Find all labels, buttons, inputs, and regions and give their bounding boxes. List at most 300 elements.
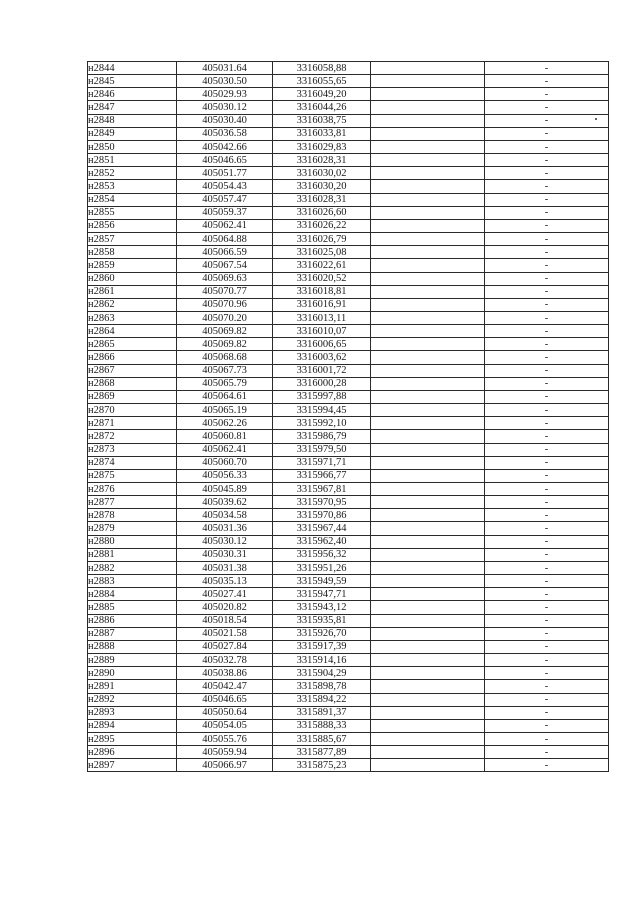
x-coordinate-cell: 405055.76 bbox=[177, 732, 273, 745]
empty-cell bbox=[371, 732, 485, 745]
x-coordinate-cell: 405059.37 bbox=[177, 206, 273, 219]
y-coordinate-cell: 3316028,31 bbox=[273, 154, 371, 167]
table-row bbox=[88, 272, 609, 285]
mark-cell: - bbox=[485, 719, 609, 732]
y-coordinate-cell: 3315970,86 bbox=[273, 509, 371, 522]
y-coordinate-cell: 3315956,32 bbox=[273, 548, 371, 561]
x-coordinate-cell: 405066.97 bbox=[177, 759, 273, 772]
table-row bbox=[88, 561, 609, 574]
x-coordinate-cell: 405067.54 bbox=[177, 259, 273, 272]
mark-cell: - bbox=[485, 509, 609, 522]
x-coordinate-cell: 405057.47 bbox=[177, 193, 273, 206]
x-coordinate-cell: 405070.77 bbox=[177, 285, 273, 298]
point-id-cell: н2884 bbox=[88, 588, 177, 601]
point-id-cell: н2855 bbox=[88, 206, 177, 219]
mark-cell: - bbox=[485, 732, 609, 745]
empty-cell bbox=[371, 483, 485, 496]
point-id-cell: н2859 bbox=[88, 259, 177, 272]
mark-cell: - bbox=[485, 272, 609, 285]
table-row bbox=[88, 496, 609, 509]
table-row bbox=[88, 193, 609, 206]
empty-cell bbox=[371, 667, 485, 680]
empty-cell bbox=[371, 285, 485, 298]
y-coordinate-cell: 3316038,75 bbox=[273, 114, 371, 127]
point-id-cell: н2857 bbox=[88, 233, 177, 246]
table-row bbox=[88, 732, 609, 745]
x-coordinate-cell: 405069.82 bbox=[177, 325, 273, 338]
table-row bbox=[88, 588, 609, 601]
empty-cell bbox=[371, 627, 485, 640]
x-coordinate-cell: 405070.20 bbox=[177, 311, 273, 324]
table-row bbox=[88, 88, 609, 101]
table-row bbox=[88, 548, 609, 561]
table-row bbox=[88, 364, 609, 377]
mark-cell: - bbox=[485, 456, 609, 469]
empty-cell bbox=[371, 298, 485, 311]
y-coordinate-cell: 3315904,29 bbox=[273, 667, 371, 680]
y-coordinate-cell: 3316049,20 bbox=[273, 88, 371, 101]
table-row bbox=[88, 338, 609, 351]
mark-cell: - bbox=[485, 496, 609, 509]
point-id-cell: н2895 bbox=[88, 732, 177, 745]
point-id-cell: н2851 bbox=[88, 154, 177, 167]
mark-cell: - bbox=[485, 693, 609, 706]
x-coordinate-cell: 405062.41 bbox=[177, 219, 273, 232]
point-id-cell: н2888 bbox=[88, 640, 177, 653]
table-row bbox=[88, 601, 609, 614]
empty-cell bbox=[371, 272, 485, 285]
y-coordinate-cell: 3316006,65 bbox=[273, 338, 371, 351]
mark-cell: - bbox=[485, 338, 609, 351]
mark-cell: - bbox=[485, 285, 609, 298]
mark-cell: - bbox=[485, 154, 609, 167]
mark-cell: - bbox=[485, 680, 609, 693]
mark-cell: - bbox=[485, 246, 609, 259]
table-row bbox=[88, 167, 609, 180]
empty-cell bbox=[371, 364, 485, 377]
x-coordinate-cell: 405032.78 bbox=[177, 654, 273, 667]
point-id-cell: н2897 bbox=[88, 759, 177, 772]
empty-cell bbox=[371, 535, 485, 548]
mark-cell: - bbox=[485, 75, 609, 88]
table-row bbox=[88, 483, 609, 496]
y-coordinate-cell: 3316025,08 bbox=[273, 246, 371, 259]
x-coordinate-cell: 405031.36 bbox=[177, 522, 273, 535]
coordinates-table-body bbox=[88, 62, 609, 772]
mark-cell: - bbox=[485, 706, 609, 719]
mark-cell: - bbox=[485, 298, 609, 311]
point-id-cell: н2896 bbox=[88, 746, 177, 759]
mark-cell: - bbox=[485, 588, 609, 601]
empty-cell bbox=[371, 206, 485, 219]
y-coordinate-cell: 3315986,79 bbox=[273, 430, 371, 443]
x-coordinate-cell: 405068.68 bbox=[177, 351, 273, 364]
x-coordinate-cell: 405020.82 bbox=[177, 601, 273, 614]
table-row bbox=[88, 430, 609, 443]
table-row bbox=[88, 219, 609, 232]
y-coordinate-cell: 3315885,67 bbox=[273, 732, 371, 745]
y-coordinate-cell: 3315966,77 bbox=[273, 469, 371, 482]
x-coordinate-cell: 405035.13 bbox=[177, 575, 273, 588]
y-coordinate-cell: 3315926,70 bbox=[273, 627, 371, 640]
x-coordinate-cell: 405039.62 bbox=[177, 496, 273, 509]
empty-cell bbox=[371, 219, 485, 232]
point-id-cell: н2860 bbox=[88, 272, 177, 285]
mark-cell: - bbox=[485, 601, 609, 614]
y-coordinate-cell: 3316018,81 bbox=[273, 285, 371, 298]
mark-cell: - bbox=[485, 614, 609, 627]
point-id-cell: н2848 bbox=[88, 114, 177, 127]
point-id-cell: н2844 bbox=[88, 62, 177, 75]
mark-cell: - bbox=[485, 233, 609, 246]
table-row bbox=[88, 351, 609, 364]
empty-cell bbox=[371, 311, 485, 324]
table-row bbox=[88, 377, 609, 390]
table-row bbox=[88, 298, 609, 311]
point-id-cell: н2887 bbox=[88, 627, 177, 640]
table-row bbox=[88, 509, 609, 522]
empty-cell bbox=[371, 496, 485, 509]
y-coordinate-cell: 3315914,16 bbox=[273, 654, 371, 667]
table-row bbox=[88, 417, 609, 430]
x-coordinate-cell: 405030.31 bbox=[177, 548, 273, 561]
empty-cell bbox=[371, 127, 485, 140]
empty-cell bbox=[371, 706, 485, 719]
table-row bbox=[88, 246, 609, 259]
x-coordinate-cell: 405059.94 bbox=[177, 746, 273, 759]
point-id-cell: н2886 bbox=[88, 614, 177, 627]
mark-cell: - bbox=[485, 443, 609, 456]
empty-cell bbox=[371, 601, 485, 614]
point-id-cell: н2892 bbox=[88, 693, 177, 706]
empty-cell bbox=[371, 404, 485, 417]
y-coordinate-cell: 3316026,60 bbox=[273, 206, 371, 219]
mark-cell: - bbox=[485, 654, 609, 667]
mark-cell: - bbox=[485, 193, 609, 206]
x-coordinate-cell: 405036.58 bbox=[177, 127, 273, 140]
empty-cell bbox=[371, 246, 485, 259]
point-id-cell: н2883 bbox=[88, 575, 177, 588]
mark-cell: - bbox=[485, 548, 609, 561]
empty-cell bbox=[371, 443, 485, 456]
empty-cell bbox=[371, 114, 485, 127]
y-coordinate-cell: 3316020,52 bbox=[273, 272, 371, 285]
empty-cell bbox=[371, 101, 485, 114]
mark-cell: - bbox=[485, 311, 609, 324]
empty-cell bbox=[371, 154, 485, 167]
x-coordinate-cell: 405065.79 bbox=[177, 377, 273, 390]
mark-cell: - bbox=[485, 259, 609, 272]
point-id-cell: н2849 bbox=[88, 127, 177, 140]
empty-cell bbox=[371, 167, 485, 180]
x-coordinate-cell: 405065.19 bbox=[177, 404, 273, 417]
y-coordinate-cell: 3316003,62 bbox=[273, 351, 371, 364]
table-row bbox=[88, 180, 609, 193]
empty-cell bbox=[371, 588, 485, 601]
mark-cell: - bbox=[485, 364, 609, 377]
empty-cell bbox=[371, 654, 485, 667]
x-coordinate-cell: 405042.47 bbox=[177, 680, 273, 693]
point-id-cell: н2863 bbox=[88, 311, 177, 324]
y-coordinate-cell: 3315967,44 bbox=[273, 522, 371, 535]
y-coordinate-cell: 3316026,79 bbox=[273, 233, 371, 246]
table-row bbox=[88, 614, 609, 627]
y-coordinate-cell: 3315992,10 bbox=[273, 417, 371, 430]
x-coordinate-cell: 405064.61 bbox=[177, 390, 273, 403]
point-id-cell: н2865 bbox=[88, 338, 177, 351]
table-row bbox=[88, 114, 609, 127]
point-id-cell: н2856 bbox=[88, 219, 177, 232]
empty-cell bbox=[371, 561, 485, 574]
x-coordinate-cell: 405027.41 bbox=[177, 588, 273, 601]
y-coordinate-cell: 3315898,78 bbox=[273, 680, 371, 693]
table-row bbox=[88, 62, 609, 75]
mark-cell: - bbox=[485, 575, 609, 588]
point-id-cell: н2853 bbox=[88, 180, 177, 193]
point-id-cell: н2852 bbox=[88, 167, 177, 180]
point-id-cell: н2869 bbox=[88, 390, 177, 403]
empty-cell bbox=[371, 680, 485, 693]
x-coordinate-cell: 405046.65 bbox=[177, 693, 273, 706]
y-coordinate-cell: 3316001,72 bbox=[273, 364, 371, 377]
y-coordinate-cell: 3316016,91 bbox=[273, 298, 371, 311]
mark-cell: - bbox=[485, 101, 609, 114]
table-row bbox=[88, 575, 609, 588]
empty-cell bbox=[371, 548, 485, 561]
table-row bbox=[88, 680, 609, 693]
table-row bbox=[88, 140, 609, 153]
point-id-cell: н2876 bbox=[88, 483, 177, 496]
y-coordinate-cell: 3315935,81 bbox=[273, 614, 371, 627]
point-id-cell: н2878 bbox=[88, 509, 177, 522]
table-row bbox=[88, 259, 609, 272]
x-coordinate-cell: 405034.58 bbox=[177, 509, 273, 522]
y-coordinate-cell: 3315971,71 bbox=[273, 456, 371, 469]
x-coordinate-cell: 405056.33 bbox=[177, 469, 273, 482]
mark-cell: - bbox=[485, 667, 609, 680]
table-row bbox=[88, 75, 609, 88]
x-coordinate-cell: 405030.12 bbox=[177, 535, 273, 548]
mark-cell: - bbox=[485, 377, 609, 390]
y-coordinate-cell: 3316030,02 bbox=[273, 167, 371, 180]
x-coordinate-cell: 405054.05 bbox=[177, 719, 273, 732]
mark-cell: - bbox=[485, 88, 609, 101]
point-id-cell: н2893 bbox=[88, 706, 177, 719]
empty-cell bbox=[371, 614, 485, 627]
mark-cell: - bbox=[485, 430, 609, 443]
mark-cell: - bbox=[485, 483, 609, 496]
empty-cell bbox=[371, 259, 485, 272]
y-coordinate-cell: 3315967,81 bbox=[273, 483, 371, 496]
y-coordinate-cell: 3315891,37 bbox=[273, 706, 371, 719]
y-coordinate-cell: 3316058,88 bbox=[273, 62, 371, 75]
y-coordinate-cell: 3316000,28 bbox=[273, 377, 371, 390]
x-coordinate-cell: 405067.73 bbox=[177, 364, 273, 377]
empty-cell bbox=[371, 233, 485, 246]
point-id-cell: н2894 bbox=[88, 719, 177, 732]
table-row bbox=[88, 719, 609, 732]
y-coordinate-cell: 3315997,88 bbox=[273, 390, 371, 403]
point-id-cell: н2861 bbox=[88, 285, 177, 298]
y-coordinate-cell: 3316044,26 bbox=[273, 101, 371, 114]
y-coordinate-cell: 3315994,45 bbox=[273, 404, 371, 417]
point-id-cell: н2873 bbox=[88, 443, 177, 456]
point-id-cell: н2866 bbox=[88, 351, 177, 364]
x-coordinate-cell: 405070.96 bbox=[177, 298, 273, 311]
y-coordinate-cell: 3316029,83 bbox=[273, 140, 371, 153]
point-id-cell: н2854 bbox=[88, 193, 177, 206]
mark-cell: - bbox=[485, 140, 609, 153]
table-row bbox=[88, 233, 609, 246]
y-coordinate-cell: 3316010,07 bbox=[273, 325, 371, 338]
y-coordinate-cell: 3315949,59 bbox=[273, 575, 371, 588]
point-id-cell: н2862 bbox=[88, 298, 177, 311]
y-coordinate-cell: 3316026,22 bbox=[273, 219, 371, 232]
empty-cell bbox=[371, 456, 485, 469]
point-id-cell: н2875 bbox=[88, 469, 177, 482]
table-row bbox=[88, 325, 609, 338]
point-id-cell: н2877 bbox=[88, 496, 177, 509]
mark-cell: - bbox=[485, 167, 609, 180]
x-coordinate-cell: 405042.66 bbox=[177, 140, 273, 153]
point-id-cell: н2871 bbox=[88, 417, 177, 430]
table-row bbox=[88, 443, 609, 456]
table-row bbox=[88, 101, 609, 114]
mark-cell: - bbox=[485, 206, 609, 219]
point-id-cell: н2867 bbox=[88, 364, 177, 377]
point-id-cell: н2868 bbox=[88, 377, 177, 390]
empty-cell bbox=[371, 377, 485, 390]
y-coordinate-cell: 3315947,71 bbox=[273, 588, 371, 601]
mark-cell: - bbox=[485, 561, 609, 574]
x-coordinate-cell: 405069.63 bbox=[177, 272, 273, 285]
empty-cell bbox=[371, 338, 485, 351]
point-id-cell: н2870 bbox=[88, 404, 177, 417]
mark-cell: - bbox=[485, 180, 609, 193]
table-row bbox=[88, 654, 609, 667]
empty-cell bbox=[371, 75, 485, 88]
empty-cell bbox=[371, 575, 485, 588]
mark-cell: - bbox=[485, 390, 609, 403]
point-id-cell: н2881 bbox=[88, 548, 177, 561]
y-coordinate-cell: 3315888,33 bbox=[273, 719, 371, 732]
x-coordinate-cell: 405060.70 bbox=[177, 456, 273, 469]
x-coordinate-cell: 405050.64 bbox=[177, 706, 273, 719]
empty-cell bbox=[371, 509, 485, 522]
x-coordinate-cell: 405062.41 bbox=[177, 443, 273, 456]
x-coordinate-cell: 405060.81 bbox=[177, 430, 273, 443]
empty-cell bbox=[371, 522, 485, 535]
x-coordinate-cell: 405069.82 bbox=[177, 338, 273, 351]
table-row bbox=[88, 154, 609, 167]
x-coordinate-cell: 405018.54 bbox=[177, 614, 273, 627]
table-row bbox=[88, 667, 609, 680]
point-id-cell: н2882 bbox=[88, 561, 177, 574]
y-coordinate-cell: 3316055,65 bbox=[273, 75, 371, 88]
empty-cell bbox=[371, 759, 485, 772]
table-row bbox=[88, 127, 609, 140]
x-coordinate-cell: 405046.65 bbox=[177, 154, 273, 167]
mark-cell: - bbox=[485, 404, 609, 417]
table-row bbox=[88, 469, 609, 482]
empty-cell bbox=[371, 417, 485, 430]
y-coordinate-cell: 3315951,26 bbox=[273, 561, 371, 574]
empty-cell bbox=[371, 193, 485, 206]
point-id-cell: н2864 bbox=[88, 325, 177, 338]
coordinates-table bbox=[87, 61, 609, 772]
mark-cell: - bbox=[485, 746, 609, 759]
empty-cell bbox=[371, 469, 485, 482]
x-coordinate-cell: 405054.43 bbox=[177, 180, 273, 193]
table-row bbox=[88, 640, 609, 653]
table-row bbox=[88, 311, 609, 324]
table-row bbox=[88, 706, 609, 719]
empty-cell bbox=[371, 390, 485, 403]
mark-cell: - bbox=[485, 469, 609, 482]
point-id-cell: н2847 bbox=[88, 101, 177, 114]
y-coordinate-cell: 3316030,20 bbox=[273, 180, 371, 193]
x-coordinate-cell: 405045.89 bbox=[177, 483, 273, 496]
x-coordinate-cell: 405064.88 bbox=[177, 233, 273, 246]
y-coordinate-cell: 3315979,50 bbox=[273, 443, 371, 456]
mark-cell: - bbox=[485, 759, 609, 772]
x-coordinate-cell: 405027.84 bbox=[177, 640, 273, 653]
y-coordinate-cell: 3315970,95 bbox=[273, 496, 371, 509]
table-row bbox=[88, 404, 609, 417]
point-id-cell: н2885 bbox=[88, 601, 177, 614]
table-row bbox=[88, 206, 609, 219]
point-id-cell: н2880 bbox=[88, 535, 177, 548]
empty-cell bbox=[371, 88, 485, 101]
mark-cell: - bbox=[485, 535, 609, 548]
y-coordinate-cell: 3315877,89 bbox=[273, 746, 371, 759]
empty-cell bbox=[371, 180, 485, 193]
x-coordinate-cell: 405051.77 bbox=[177, 167, 273, 180]
mark-cell: - bbox=[485, 627, 609, 640]
point-id-cell: н2879 bbox=[88, 522, 177, 535]
point-id-cell: н2889 bbox=[88, 654, 177, 667]
y-coordinate-cell: 3315894,22 bbox=[273, 693, 371, 706]
x-coordinate-cell: 405031.38 bbox=[177, 561, 273, 574]
y-coordinate-cell: 3316033,81 bbox=[273, 127, 371, 140]
table-row bbox=[88, 627, 609, 640]
table-row bbox=[88, 535, 609, 548]
point-id-cell: н2872 bbox=[88, 430, 177, 443]
x-coordinate-cell: 405030.40 bbox=[177, 114, 273, 127]
point-id-cell: н2891 bbox=[88, 680, 177, 693]
table-row bbox=[88, 456, 609, 469]
y-coordinate-cell: 3315962,40 bbox=[273, 535, 371, 548]
empty-cell bbox=[371, 351, 485, 364]
mark-cell: - bbox=[485, 219, 609, 232]
empty-cell bbox=[371, 140, 485, 153]
table-row bbox=[88, 693, 609, 706]
empty-cell bbox=[371, 693, 485, 706]
y-coordinate-cell: 3316022,61 bbox=[273, 259, 371, 272]
x-coordinate-cell: 405029.93 bbox=[177, 88, 273, 101]
empty-cell bbox=[371, 719, 485, 732]
table-row bbox=[88, 522, 609, 535]
mark-cell: - bbox=[485, 62, 609, 75]
point-id-cell: н2858 bbox=[88, 246, 177, 259]
x-coordinate-cell: 405031.64 bbox=[177, 62, 273, 75]
x-coordinate-cell: 405030.12 bbox=[177, 101, 273, 114]
y-coordinate-cell: 3315943,12 bbox=[273, 601, 371, 614]
empty-cell bbox=[371, 640, 485, 653]
x-coordinate-cell: 405038.86 bbox=[177, 667, 273, 680]
empty-cell bbox=[371, 62, 485, 75]
table-row bbox=[88, 746, 609, 759]
